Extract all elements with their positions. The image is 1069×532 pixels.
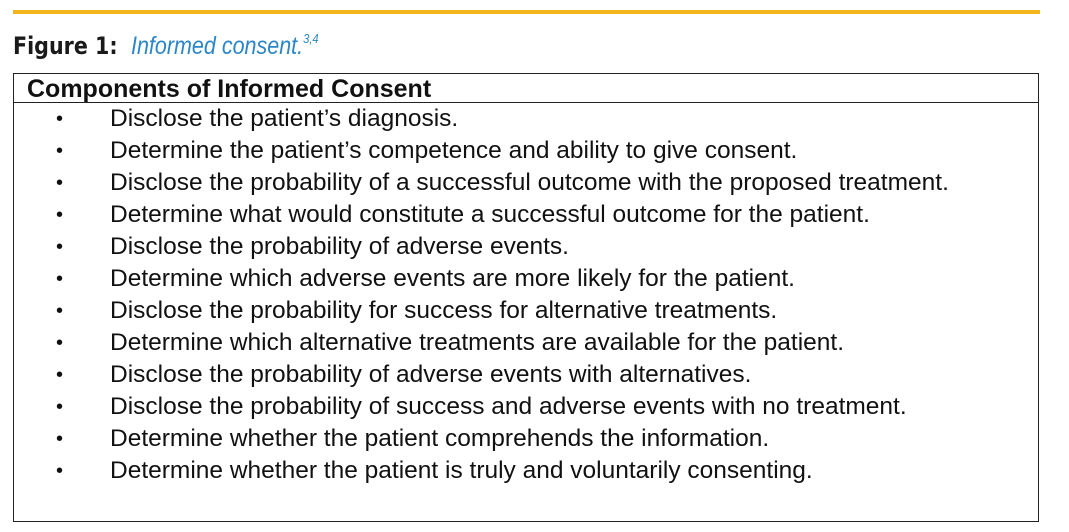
bullet-icon: •: [56, 460, 64, 482]
list-item-text: Disclose the probability of adverse events with alternatives.: [110, 361, 752, 388]
consent-table: [13, 73, 1039, 522]
list-item-text: Disclose the patient’s diagnosis.: [110, 105, 459, 132]
list-item-text: Disclose the probability for success for alternative treatments.: [110, 297, 778, 324]
list-item: [14, 391, 1038, 423]
list-item-text: Determine which alternative treatments are available for the patient.: [110, 329, 845, 356]
item-list: [14, 103, 1038, 487]
figure-title-text: Informed consent.: [131, 32, 304, 60]
list-item-text: Determine whether the patient is truly and voluntarily consenting.: [110, 457, 813, 484]
bullet-icon: •: [56, 268, 64, 290]
bullet-icon: •: [56, 396, 64, 418]
list-item: [14, 231, 1038, 263]
bullet-icon: •: [56, 172, 64, 194]
list-item-text: Disclose the probability of adverse events.: [110, 233, 569, 260]
list-item: [14, 423, 1038, 455]
list-item-text: Determine which adverse events are more likely for the patient.: [110, 265, 795, 292]
list-item-text: Determine what would constitute a successful outcome for the patient.: [110, 201, 870, 228]
table-header: Components of Informed Consent: [14, 74, 1038, 103]
bullet-icon: •: [56, 332, 64, 354]
list-item: [14, 103, 1038, 135]
list-item: [14, 359, 1038, 391]
bullet-icon: •: [56, 300, 64, 322]
figure-reference: 3,4: [303, 31, 319, 46]
bullet-icon: •: [56, 108, 64, 130]
list-item: [14, 327, 1038, 359]
list-item: [14, 263, 1038, 295]
list-item: [14, 167, 1038, 199]
figure-caption: [13, 22, 349, 67]
list-item-text: Disclose the probability of success and adverse events with no treatment.: [110, 393, 907, 420]
bullet-icon: •: [56, 364, 64, 386]
figure-title: [131, 22, 319, 63]
list-item-text: Determine the patient’s competence and ability to give consent.: [110, 137, 798, 164]
list-item-text: Determine whether the patient comprehends the information.: [110, 425, 770, 452]
bullet-icon: •: [56, 204, 64, 226]
top-rule: [13, 10, 1040, 14]
list-item: [14, 135, 1038, 167]
figure-label: Figure 1:: [13, 32, 118, 60]
list-item-text: Disclose the probability of a successful outcome with the proposed treatment.: [110, 169, 949, 196]
list-item: [14, 295, 1038, 327]
bullet-icon: •: [56, 428, 64, 450]
bullet-icon: •: [56, 236, 64, 258]
bullet-icon: •: [56, 140, 64, 162]
list-item: [14, 199, 1038, 231]
list-item: [14, 455, 1038, 487]
